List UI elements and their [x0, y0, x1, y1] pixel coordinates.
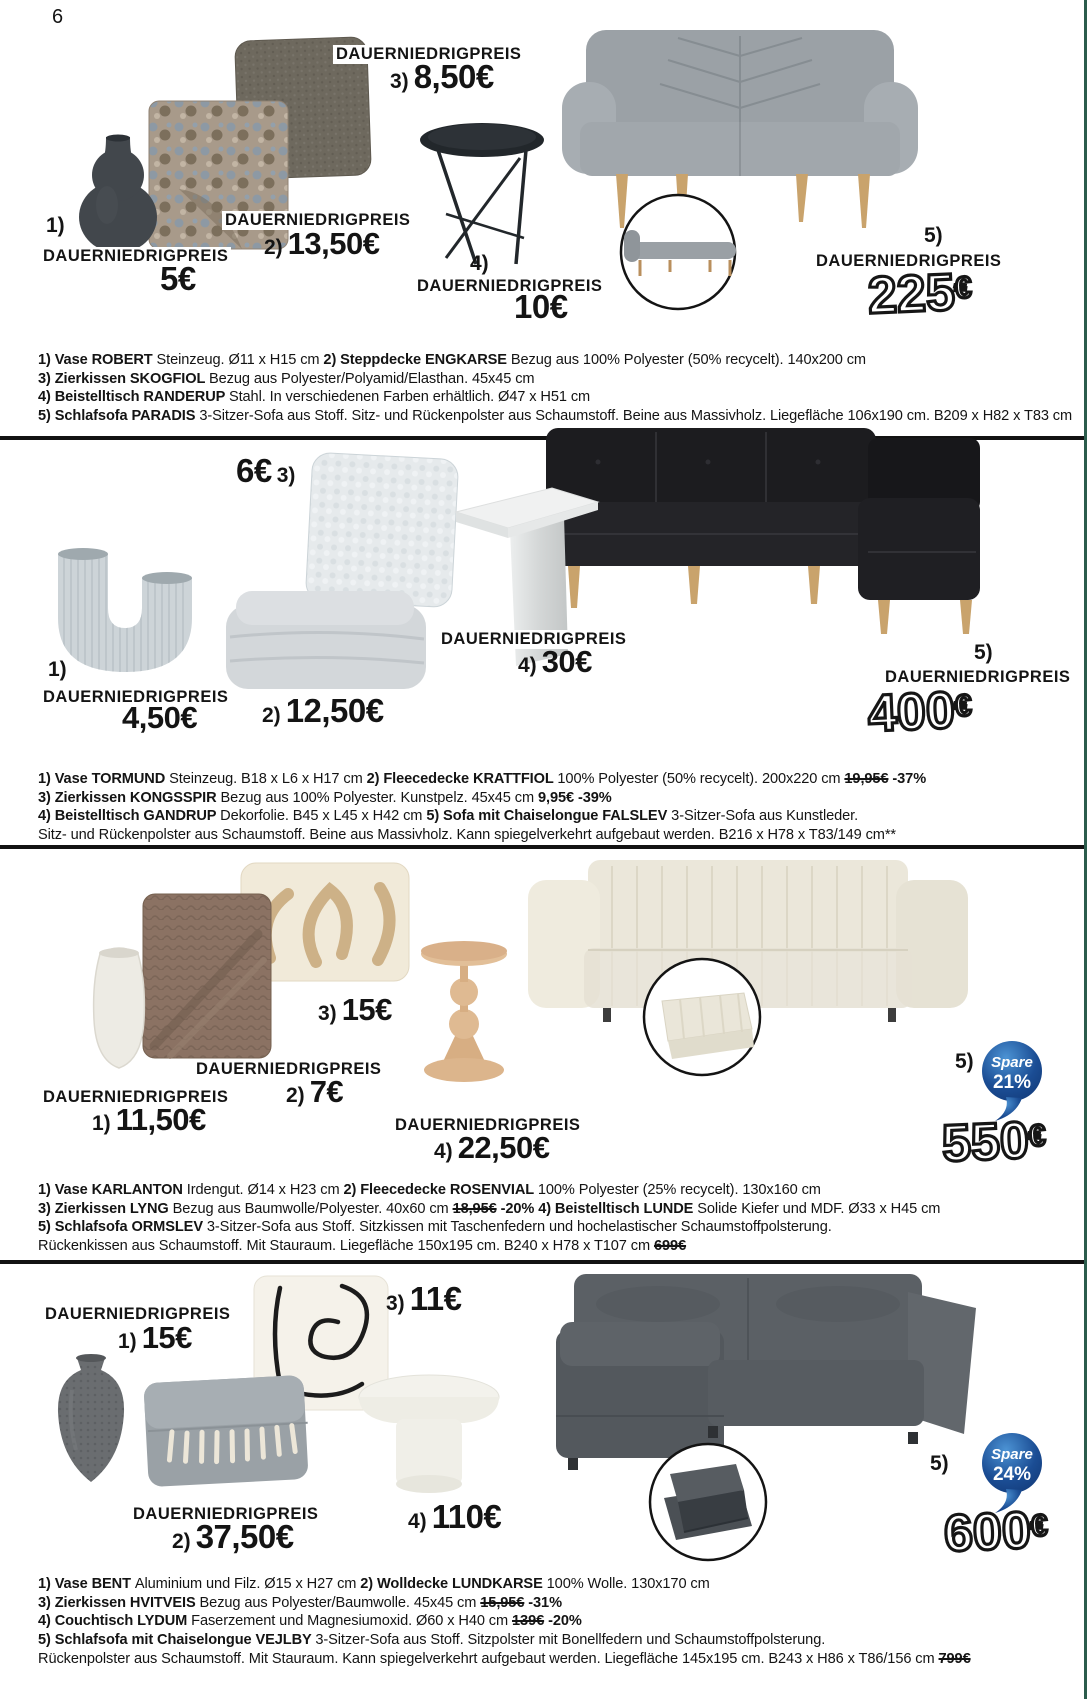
description-line: 1) Vase BENT Aluminium und Filz. Ø15 x H27 cm 2) Wolldecke LUNDKARSE 100% Wolle. 130x170 cm [38, 1576, 710, 1592]
dauerniedrigpreis-label: DAUERNIEDRIGPREIS [414, 277, 605, 296]
price-cushion-hvitveis: 3) 11€ [386, 1280, 462, 1317]
description-line: 1) Vase ROBERT Steinzeug. Ø11 x H15 cm 2) Steppdecke ENGKARSE Bezug aus 100% Polyester (50% recycelt). 140x200 cm [38, 352, 866, 368]
section4-description [38, 1575, 971, 1669]
blanket-lundkarse-image [142, 1365, 312, 1497]
item-number: 5) [924, 224, 943, 247]
item-number: 1) [46, 214, 65, 237]
item-number: 1) [48, 658, 67, 681]
section-divider [0, 845, 1087, 849]
price-vase-karlanton: 1) 11,50€ [92, 1102, 206, 1137]
svg-text:Spare: Spare [991, 1054, 1033, 1071]
vase-tormund-image [42, 538, 207, 686]
svg-text:21%: 21% [992, 1072, 1032, 1093]
page-number: 6 [52, 6, 64, 28]
description-line: 3) Zierkissen HVITVEIS Bezug aus Polyester/Baumwolle. 45x45 cm 15,95€ -31% [38, 1594, 562, 1611]
price-quilt-engkarse: 2) 13,50€ [264, 226, 380, 261]
description-line: 4) Beistelltisch GANDRUP Dekorfolie. B45 x L45 x H42 cm 5) Sofa mit Chaiselongue FALSLEV 3-Sitzer-Sofa aus Kunstleder. [38, 808, 859, 825]
dauerniedrigpreis-label: DAUERNIEDRIGPREIS [40, 688, 231, 707]
sofa-paradis-flat-inset-image [610, 192, 746, 312]
description-line: Rückenpolster aus Schaumstoff. Mit Stauraum. Kann spiegelverkehrt aufgebaut werden. Liegefläche 145x195 cm. B243 x H86 x T86/156 cm 799€ [38, 1650, 971, 1667]
price-table-lydum: 4) 110€ [408, 1498, 502, 1535]
section1-description [38, 351, 1072, 426]
price-blanket-lundkarse: 2) 37,50€ [172, 1518, 294, 1555]
side-table-lunde-image [418, 940, 510, 1092]
dauerniedrigpreis-label: DAUERNIEDRIGPREIS [40, 1088, 231, 1107]
description-line: 4) Couchtisch LYDUM Faserzement und Magnesiumoxid. Ø60 x H40 cm 139€ -20% [38, 1613, 582, 1630]
price-blanket-rosenvial: 2) 7€ [286, 1074, 344, 1109]
price-cushion-lyng: 3) 15€ [318, 992, 392, 1027]
price-sofa-ormslev: 550€ [940, 1111, 1047, 1174]
section2-description [38, 770, 926, 845]
dauerniedrigpreis-label: DAUERNIEDRIGPREIS [392, 1116, 583, 1135]
description-line: 1) Vase KARLANTON Irdengut. Ø14 x H23 cm 2) Fleecedecke ROSENVIAL 100% Polyester (25% recycelt). 130x160 cm [38, 1182, 821, 1198]
sofa-vejlby-storage-inset-image [638, 1440, 778, 1565]
item-number: 5) [974, 641, 993, 664]
svg-text:Spare: Spare [991, 1446, 1033, 1463]
spare-21-badge [980, 1038, 1044, 1122]
description-line: 3) Zierkissen KONGSSPIR Bezug aus 100% Polyester. Kunstpelz. 45x45 cm 9,95€ -39% [38, 789, 612, 806]
price-vase-robert: 5€ [160, 260, 196, 297]
dauerniedrigpreis-label: DAUERNIEDRIGPREIS [222, 211, 413, 230]
price-table-gandrup: 4) 30€ [518, 644, 592, 679]
dauerniedrigpreis-label: DAUERNIEDRIGPREIS [438, 630, 629, 649]
description-line: 4) Beistelltisch RANDERUP Stahl. In verschiedenen Farben erhältlich. Ø47 x H51 cm [38, 389, 591, 406]
dauerniedrigpreis-label: DAUERNIEDRIGPREIS [130, 1505, 321, 1524]
description-line: Rückenkissen aus Schaumstoff. Mit Stauraum. Liegefläche 150x195 cm. B240 x H78 x T107 cm 699€ [38, 1238, 687, 1255]
description-line: 3) Zierkissen LYNG Bezug aus Baumwolle/Polyester. 40x60 cm 18,95€ -20% 4) Beistelltisch LUNDE Solide Kiefer und MDF. Ø33 x H45 cm [38, 1200, 941, 1217]
section3-description [38, 1181, 940, 1256]
blanket-rosenvial-image [140, 890, 275, 1062]
description-line: 5) Schlafsofa PARADIS 3-Sitzer-Sofa aus Stoff. Sitz- und Rückenpolster aus Schaumstoff. Beine aus Massivholz. Liegefläche 106x190 cm. B209 x H82 x T83 cm [38, 408, 1073, 425]
section-divider [0, 1260, 1087, 1264]
description-line: 5) Schlafsofa ORMSLEV 3-Sitzer-Sofa aus Stoff. Sitzkissen mit Taschenfedern und hochelastischer Schaumstoffpolsterung. [38, 1219, 832, 1236]
description-line: 5) Schlafsofa mit Chaiselongue VEJLBY 3-Sitzer-Sofa aus Stoff. Sitzpolster mit Bonellfedern und Schaumstoffpolsterung. [38, 1632, 826, 1649]
item-number: 5) [930, 1452, 949, 1475]
blanket-krattfiol-image [222, 575, 432, 695]
price-blanket-krattfiol: 2) 12,50€ [262, 692, 384, 729]
dauerniedrigpreis-label: DAUERNIEDRIGPREIS [40, 247, 231, 266]
description-line: 3) Zierkissen SKOGFIOL Bezug aus Polyester/Polyamid/Elasthan. 45x45 cm [38, 370, 535, 387]
price-table-lunde: 4) 22,50€ [434, 1130, 550, 1165]
svg-text:24%: 24% [992, 1464, 1032, 1485]
coffee-table-lydum-image [354, 1363, 504, 1495]
price-sofa-vejlby: 600€ [942, 1501, 1049, 1564]
item-number: 4) [470, 252, 489, 275]
dauerniedrigpreis-label: DAUERNIEDRIGPREIS [882, 668, 1073, 687]
dauerniedrigpreis-label: DAUERNIEDRIGPREIS [42, 1305, 233, 1324]
dauerniedrigpreis-label: DAUERNIEDRIGPREIS [813, 252, 1004, 271]
price-sofa-paradis: 225€ [866, 263, 973, 326]
price-table-randerup: 10€ [514, 288, 568, 325]
price-vase-bent: 1) 15€ [118, 1320, 192, 1355]
description-line: 1) Vase TORMUND Steinzeug. B18 x L6 x H17 cm 2) Fleecedecke KRATTFIOL 100% Polyester (50% recycelt). 200x220 cm 19,95€ -37% [38, 771, 927, 787]
vase-karlanton-image [84, 942, 154, 1077]
sofa-ormslev-bed-inset-image [632, 955, 772, 1080]
vase-bent-image [50, 1350, 132, 1490]
dauerniedrigpreis-label: DAUERNIEDRIGPREIS [193, 1060, 384, 1079]
price-sofa-falslev: 400€ [866, 681, 973, 744]
price-vase-tormund: 4,50€ [122, 700, 198, 735]
vase-robert-image [70, 133, 166, 255]
item-number: 5) [955, 1050, 974, 1073]
price-cushion-kongsspir: 6€ 3) [236, 452, 296, 489]
description-line: Sitz- und Rückenpolster aus Schaumstoff. Beine aus Massivholz. Kann spiegelverkehrt aufgebaut werden. B216 x H78 x T83/149 cm** [38, 827, 897, 844]
price-cushion-skogfiol: 3) 8,50€ [390, 58, 494, 95]
dauerniedrigpreis-label: DAUERNIEDRIGPREIS [333, 45, 524, 64]
